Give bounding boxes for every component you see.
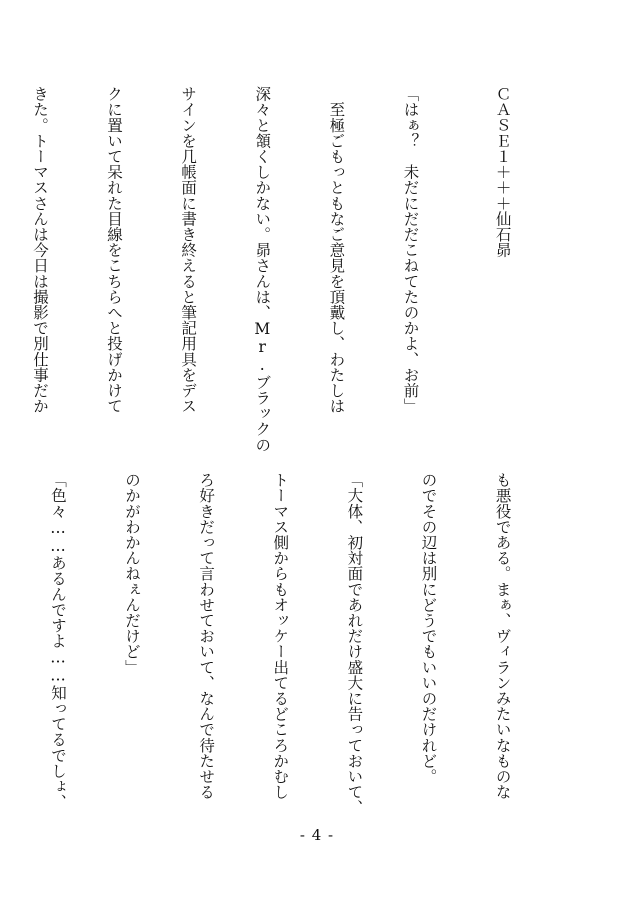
text-line: のかがわかんねぇんだけど」 (123, 472, 142, 675)
text-line: ろ好きだって言わせておいて、なんで待たせる (197, 472, 216, 800)
text-line: 深々と頷くしかない。昴さんは、Mr.ブラックの (253, 86, 272, 453)
text-line: 至極ごもっともなご意見を頂戴し、わたしは (327, 86, 346, 414)
text-line: クに置いて呆れた目線をこちらへと投げかけて (105, 86, 124, 414)
text-line: 「大体、初対面であれだけ盛大に告っておいて、 (345, 472, 364, 816)
text-line: 「色々……あるんですよ……知ってるでしょ、 (48, 472, 67, 810)
text-line: トーマス側からもオッケー出てるどころかむし (271, 472, 290, 800)
chapter-title: ＣＡＳＥ１＋＋＋仙石昴 (493, 86, 512, 258)
bottom-text-block (48, 472, 564, 816)
text-line: 「はぁ？ 未だにだだこねてたのかよ、お前」 (401, 86, 420, 414)
text-line: サインを几帳面に書き終えると筆記用具をデス (179, 86, 198, 414)
text-line: きた。トーマスさんは今日は撮影で別仕事だか (30, 86, 49, 414)
top-text-block (30, 86, 564, 453)
page-number: - 4 - (299, 826, 335, 844)
text-line: のでその辺は別にどうでもいいのだけれど。 (419, 472, 438, 784)
text-line: も悪役である。まぁ、ヴィランみたいなものな (493, 472, 512, 800)
